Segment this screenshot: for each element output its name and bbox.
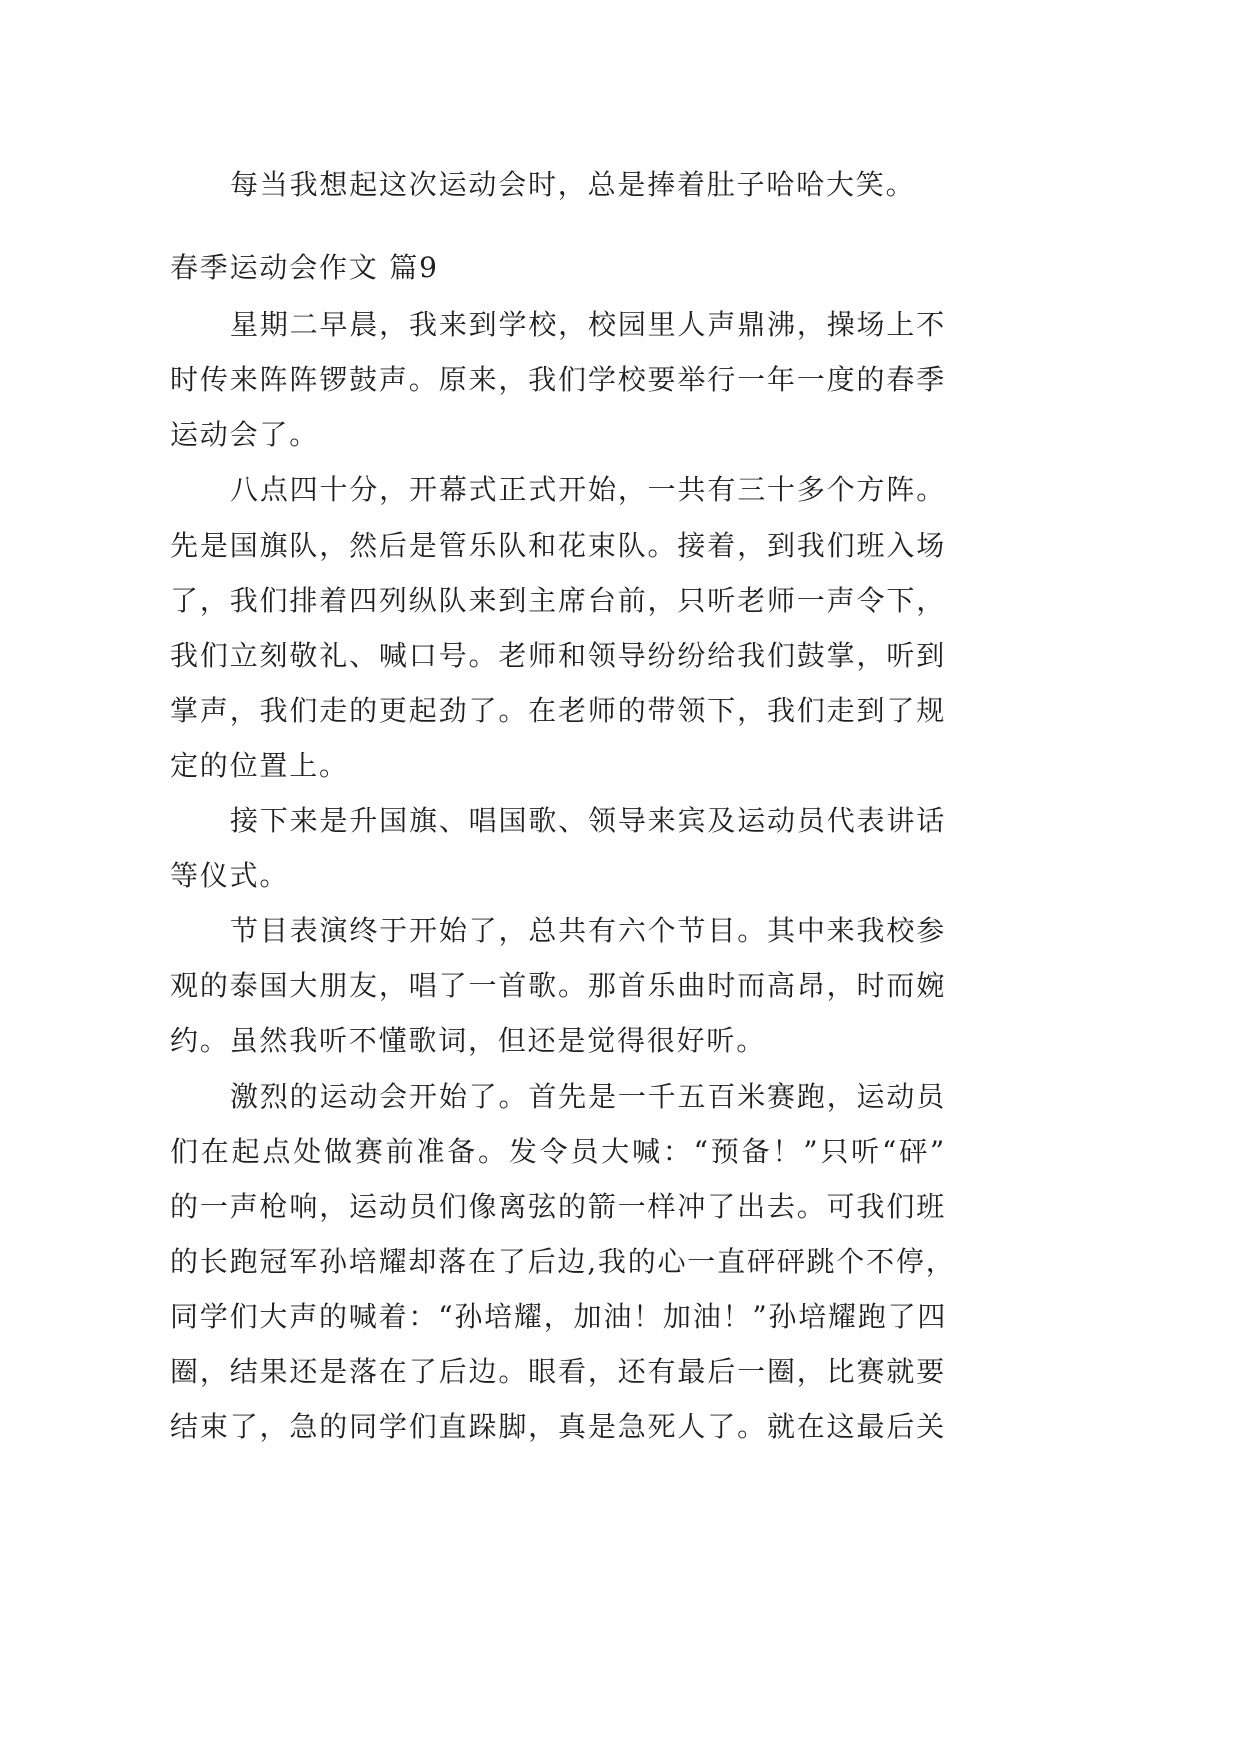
text-line: 们在起点处做赛前准备。发令员大喊：“预备！”只听“砰” [170, 1134, 946, 1168]
text-line: 等仪式。 [170, 859, 290, 893]
text-line: 结束了，急的同学们直跺脚，真是急死人了。就在这最后关 [170, 1410, 946, 1444]
paragraph [170, 297, 946, 462]
paragraph [170, 1069, 956, 1455]
text-line: 同学们大声的喊着：“孙培耀，加油！加油！”孙培耀跑了四 [170, 1299, 948, 1333]
text-line: 观的泰国大朋友，唱了一首歌。那首乐曲时而高昂，时而婉 [170, 969, 946, 1003]
paragraph [170, 793, 946, 903]
text-line: 时传来阵阵锣鼓声。原来，我们学校要举行一年一度的春季 [170, 363, 946, 397]
text-line: 接下来是升国旗、唱国歌、领导来宾及运动员代表讲话 [230, 804, 946, 838]
text-line: 八点四十分，开幕式正式开始，一共有三十多个方阵。 [230, 473, 946, 507]
text-line: 的长跑冠军孙培耀却落在了后边,我的心一直砰砰跳个不停， [170, 1244, 956, 1278]
paragraph [170, 903, 946, 1068]
text-line: 我们立刻敬礼、喊口号。老师和领导纷纷给我们鼓掌，听到 [170, 638, 946, 672]
document-page [170, 157, 956, 1454]
text-line: 运动会了。 [170, 418, 320, 452]
text-line: 的一声枪响，运动员们像离弦的箭一样冲了出去。可我们班 [170, 1189, 946, 1223]
section-heading: 春季运动会作文 篇9 [170, 251, 439, 285]
paragraph-continued [170, 157, 946, 212]
text-line: 先是国旗队，然后是管乐队和花束队。接着，到我们班入场 [170, 528, 946, 562]
text-line: 掌声，我们走的更起劲了。在老师的带领下，我们走到了规 [170, 693, 946, 727]
text-line: 节目表演终于开始了，总共有六个节目。其中来我校参 [230, 914, 946, 948]
text-line: 了，我们排着四列纵队来到主席台前，只听老师一声令下， [170, 583, 946, 617]
text-line: 约。虽然我听不懂歌词，但还是觉得很好听。 [170, 1024, 767, 1058]
paragraph [170, 462, 946, 793]
text-line: 圈，结果还是落在了后边。眼看，还有最后一圈，比赛就要 [170, 1354, 946, 1388]
text-line: 每当我想起这次运动会时，总是捧着肚子哈哈大笑。 [230, 168, 916, 201]
text-line: 激烈的运动会开始了。首先是一千五百米赛跑，运动员 [230, 1079, 946, 1113]
text-line: 定的位置上。 [170, 748, 349, 782]
text-line: 星期二早晨，我来到学校，校园里人声鼎沸，操场上不 [230, 308, 946, 342]
